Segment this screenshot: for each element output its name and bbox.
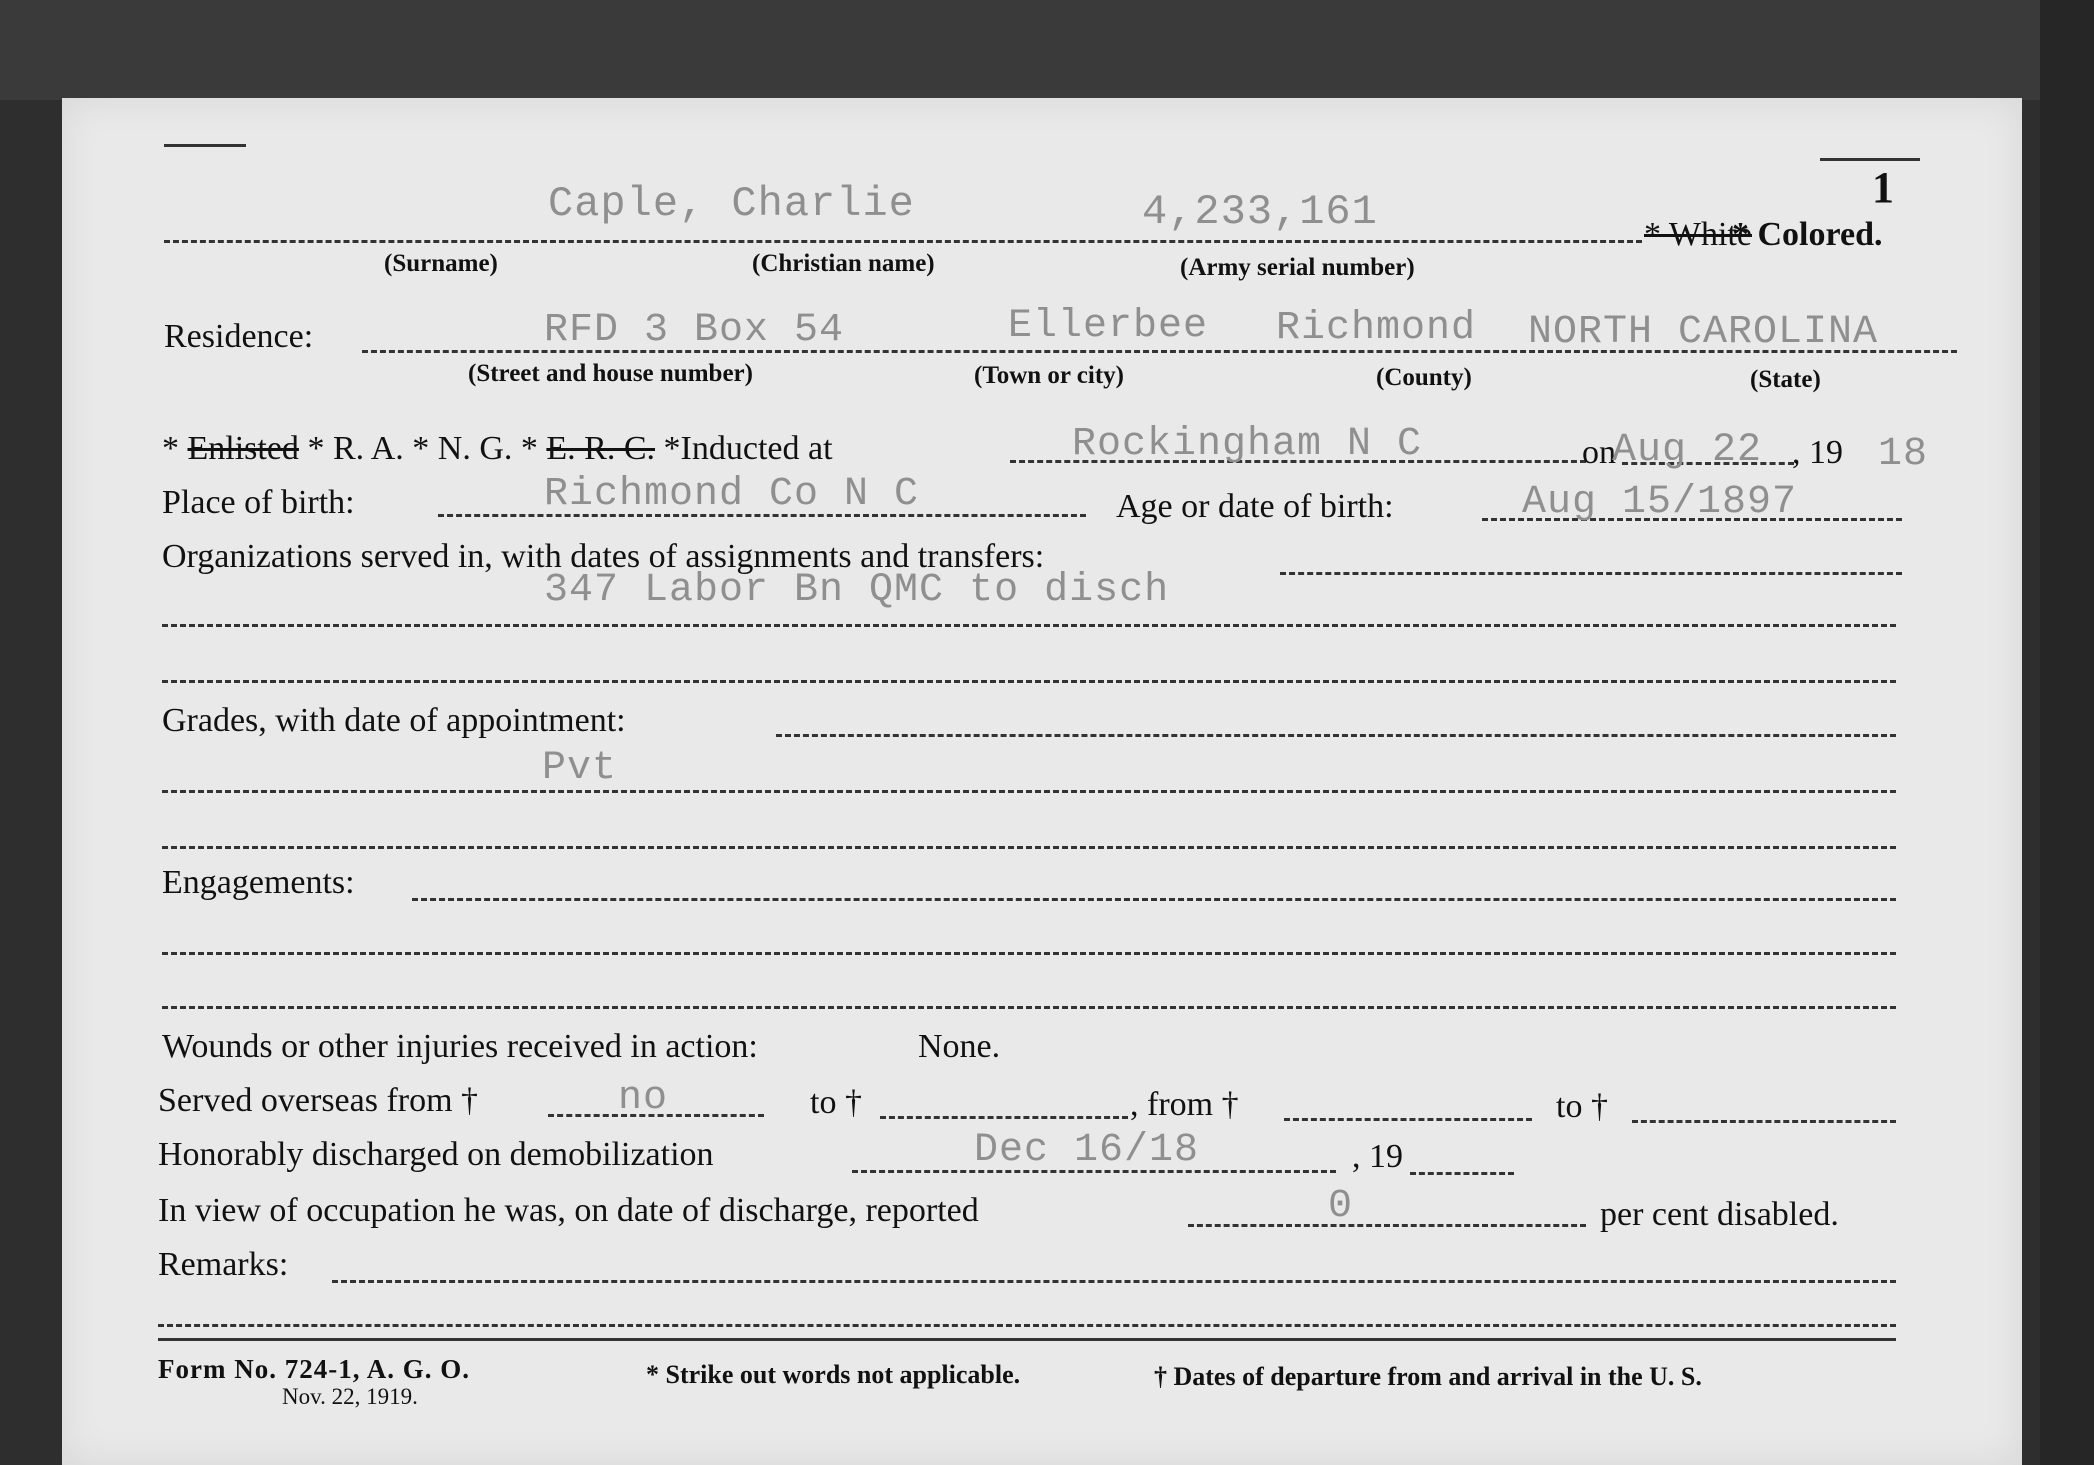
caption-christian-name: (Christian name) [752,250,935,277]
overseas-to-label: to † [810,1084,862,1121]
grades-label: Grades, with date of appointment: [162,702,626,739]
organizations-value: 347 Labor Bn QMC to disch [544,568,1170,613]
organizations-label: Organizations served in, with dates of assignments and transfers: [162,538,1045,575]
enlistment-options: * Enlisted * R. A. * N. G. * E. R. C. *Inducted at [162,430,833,467]
discharge-label: Honorably discharged on demobilization [158,1136,714,1173]
service-record-card [62,98,2022,1465]
overseas-from2-label: , from † [1130,1086,1239,1123]
form-date: Nov. 22, 1919. [282,1384,418,1409]
birth-date: Aug 15/1897 [1522,480,1798,525]
caption-town: (Town or city) [974,362,1124,389]
card-number-rule [1820,158,1920,161]
disability-suffix: per cent disabled. [1600,1196,1839,1233]
card-number: 1 [1872,163,1894,212]
discharge-year-label: , 19 [1352,1138,1403,1175]
engagements-line-1 [412,898,1896,901]
discharge-date: Dec 16/18 [974,1128,1200,1173]
birth-place: Richmond Co N C [544,472,920,517]
inducted-place: Rockingham N C [1072,422,1423,467]
organizations-line-2 [162,624,1896,627]
inducted-date: Aug 22 [1612,428,1763,473]
caption-serial-number: (Army serial number) [1180,254,1415,281]
race-colored: * Colored. [1732,216,1883,253]
grades-line-3 [162,846,1896,849]
caption-state: (State) [1750,366,1821,393]
dates-note: † Dates of departure from and arrival in the U. S. [1154,1362,1702,1391]
inducted-year-prefix: , 19 [1792,434,1843,471]
form-number: Form No. 724-1, A. G. O. [158,1354,470,1384]
inducted-on-label: on [1582,434,1616,471]
caption-street: (Street and house number) [468,360,753,387]
top-left-rule [164,144,246,147]
remarks-line-2 [158,1324,1896,1327]
footer-rule [158,1338,1896,1341]
birth-place-label: Place of birth: [162,484,355,521]
residence-county: Richmond [1276,306,1477,351]
birth-date-label: Age or date of birth: [1116,488,1394,525]
grades-line-2 [162,790,1896,793]
scanner-background-right [2040,0,2094,1465]
overseas-from-value: no [618,1076,669,1121]
discharge-year-line [1410,1172,1514,1175]
organizations-line-3 [162,680,1896,683]
caption-county: (County) [1376,364,1472,391]
grades-value: Pvt [542,746,618,791]
army-serial-number: 4,233,161 [1142,188,1378,236]
residence-street: RFD 3 Box 54 [544,308,845,353]
organizations-line-1 [1280,572,1902,575]
engagements-line-2 [162,952,1896,955]
overseas-label: Served overseas from † [158,1082,479,1119]
residence-label: Residence: [164,318,314,355]
grades-line-1 [776,734,1896,737]
wounds-value: None. [918,1028,1001,1065]
disability-line [1188,1224,1586,1227]
disability-value: 0 [1328,1184,1354,1229]
race-white: * White [1644,216,1752,253]
residence-town: Ellerbee [1008,304,1209,349]
wounds-label: Wounds or other injuries received in action: [162,1028,758,1065]
engagements-line-3 [162,1006,1896,1009]
inducted-year-suffix: 18 [1878,432,1929,477]
scanner-background-top [0,0,2094,100]
remarks-line-1 [332,1280,1896,1283]
strike-out-note: * Strike out words not applicable. [646,1360,1021,1389]
engagements-label: Engagements: [162,864,355,901]
name-line [164,240,1642,243]
overseas-to2-label: to † [1556,1088,1608,1125]
disability-label: In view of occupation he was, on date of discharge, reported [158,1192,979,1229]
soldier-name: Caple, Charlie [548,180,915,228]
overseas-from2-line [1284,1118,1532,1121]
overseas-to2-line [1632,1120,1896,1123]
residence-state: NORTH CAROLINA [1528,310,1879,355]
overseas-to-line [880,1116,1128,1119]
remarks-label: Remarks: [158,1246,289,1283]
caption-surname: (Surname) [384,250,498,277]
